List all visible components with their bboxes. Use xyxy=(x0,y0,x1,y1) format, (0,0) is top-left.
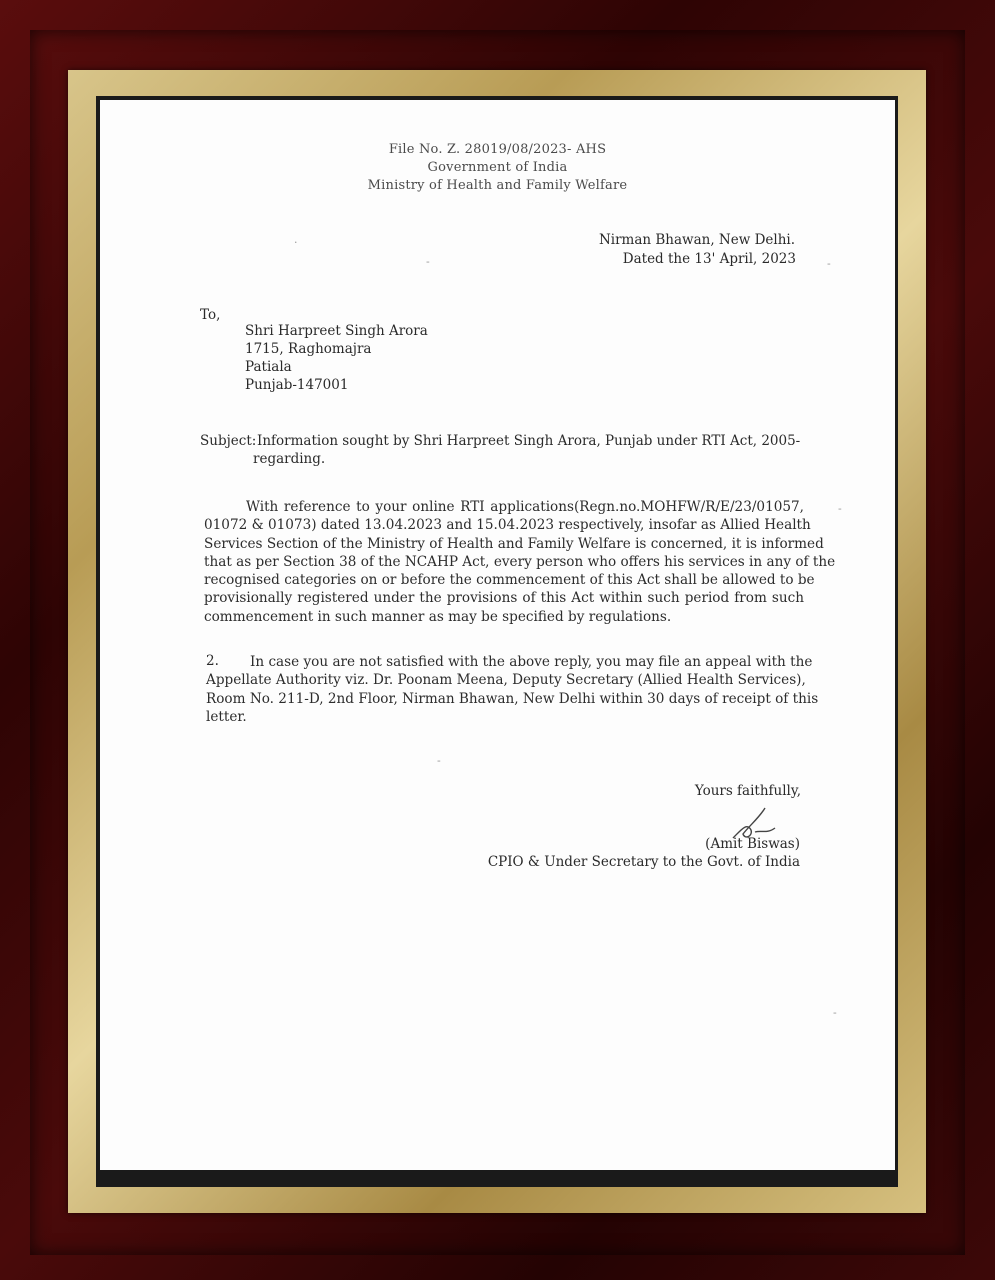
addressee-name: Shri Harpreet Singh Arora xyxy=(245,323,428,339)
ministry-line: Ministry of Health and Family Welfare xyxy=(367,178,628,193)
closing: Yours faithfully, xyxy=(694,783,801,799)
paragraph-2-line: Appellate Authority viz. Dr. Poonam Meena, Deputy Secretary (Allied Health Services), xyxy=(206,672,806,689)
government-line: Government of India xyxy=(427,160,568,175)
paragraph-2 xyxy=(206,653,819,726)
paragraph-2-line: letter. xyxy=(206,708,247,725)
paragraph-1-line: commencement in such manner as may be specified by regulations. xyxy=(204,608,672,625)
addressee-state: Punjab-147001 xyxy=(245,377,349,393)
scan-mark: - xyxy=(827,257,831,270)
scan-mark: - xyxy=(833,1006,837,1019)
file-number: File No. Z. 28019/08/2023- AHS xyxy=(388,142,607,157)
paragraph-1-line: provisionally registered under the provisions of this Act within such period from such xyxy=(204,590,804,607)
scan-mark: - xyxy=(838,502,842,515)
addressee-street: 1715, Raghomajra xyxy=(245,341,372,357)
subject-text-continued: regarding. xyxy=(253,451,326,467)
paragraph-1-line: 01072 & 01073) dated 13.04.2023 and 15.04.2023 respectively, insofar as Allied Health xyxy=(204,517,811,534)
scan-mark: · xyxy=(294,236,298,249)
place-line: Nirman Bhawan, New Delhi. xyxy=(598,232,795,248)
paragraph-1-line: With reference to your online RTI applications(Regn.no.MOHFW/R/E/23/01057, xyxy=(246,499,804,515)
paragraph-1 xyxy=(204,498,836,626)
paragraph-2-number: 2. xyxy=(206,653,219,669)
letter-page xyxy=(100,100,895,1170)
scan-mark: - xyxy=(426,255,430,268)
signatory-name: (Amit Biswas) xyxy=(705,836,800,852)
paragraph-1-line: that as per Section 38 of the NCAHP Act, every person who offers his services in any of the xyxy=(204,553,836,570)
signatory-designation: CPIO & Under Secretary to the Govt. of India xyxy=(487,854,800,870)
date-line: Dated the 13' April, 2023 xyxy=(622,251,796,267)
addressee-city: Patiala xyxy=(245,359,292,375)
paragraph-1-line: recognised categories on or before the commencement of this Act shall be allowed to be xyxy=(204,572,815,589)
paragraph-2-line: Room No. 211-D, 2nd Floor, Nirman Bhawan, New Delhi within 30 days of receipt of this xyxy=(206,690,819,707)
subject-text: Information sought by Shri Harpreet Singh Arora, Punjab under RTI Act, 2005- xyxy=(257,433,801,449)
scan-mark: - xyxy=(437,754,441,767)
paragraph-1-line: Services Section of the Ministry of Health and Family Welfare is concerned, it is informed xyxy=(204,535,824,552)
to-label: To, xyxy=(200,307,221,323)
subject-label: Subject: xyxy=(200,433,257,449)
paragraph-2-line: In case you are not satisfied with the above reply, you may file an appeal with the xyxy=(250,654,813,670)
